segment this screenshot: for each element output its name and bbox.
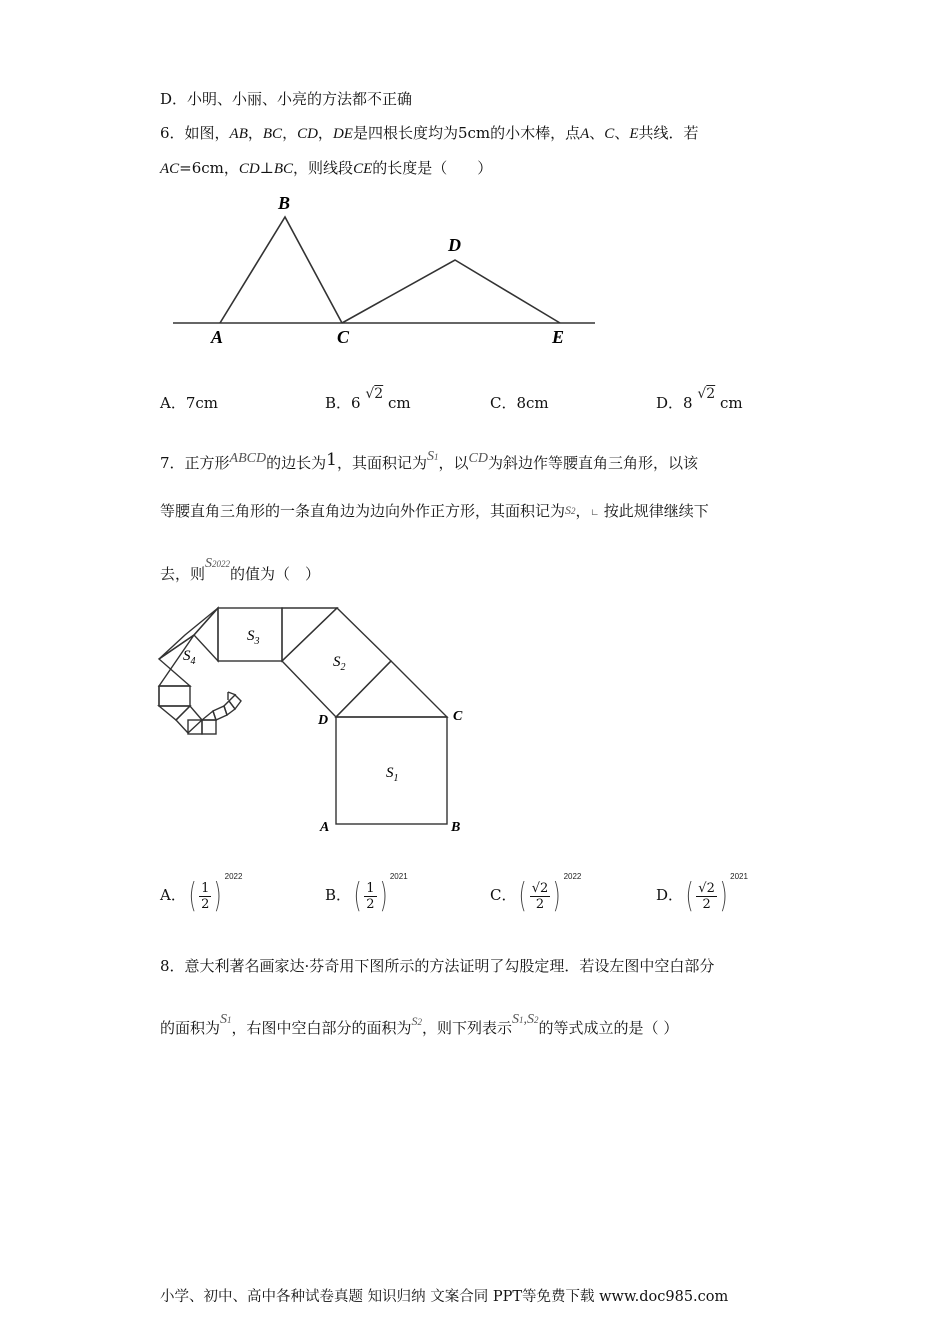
option-unit: cm <box>719 394 743 412</box>
q6-seg-bc: BC <box>262 126 283 142</box>
q8-s1-s2 <box>512 1012 539 1027</box>
triangle-3 <box>194 608 218 661</box>
label-c: C <box>453 709 463 724</box>
q7-s2022 <box>205 556 230 571</box>
q7-text: 7．正方形 <box>160 454 230 472</box>
q8-text: 的面积为 <box>160 1019 221 1037</box>
q6-point-c: C <box>604 126 615 142</box>
q8-text: ，则下列表示 <box>422 1019 513 1037</box>
q6-text: 6．如图， <box>160 124 230 142</box>
q6-option-d[interactable] <box>656 386 743 413</box>
q7-s2 <box>565 503 576 517</box>
q6-text: 的长度是（ ） <box>372 159 493 177</box>
fraction: $\frac{√2}{2}$ <box>531 880 549 912</box>
q7-cd: CD <box>468 451 488 466</box>
left-paren: ( <box>353 876 362 916</box>
q6-text: 是四根长度均为5cm的小木棒，点 <box>352 124 581 142</box>
square-s10 <box>224 701 235 715</box>
q6-figure <box>165 185 605 350</box>
option-letter: C． <box>490 886 517 904</box>
option-letter: A． <box>160 886 186 904</box>
label-a: A <box>320 820 330 835</box>
option-letter: A． <box>160 394 186 412</box>
exponent: 2021 <box>389 872 408 881</box>
label-e: E <box>552 327 565 347</box>
q6-sep: 、 <box>614 124 630 142</box>
s-sub: 2 <box>534 1015 539 1025</box>
q6-sep: ， <box>282 124 298 142</box>
q7-option-d[interactable] <box>656 872 748 916</box>
s-letter: S <box>411 1014 418 1028</box>
q7-option-c[interactable] <box>490 872 582 916</box>
q7-text: ，以 <box>438 454 469 472</box>
q6-seg-cd: CD <box>297 126 318 142</box>
left-paren: ( <box>685 876 694 916</box>
s-letter: S <box>565 503 572 517</box>
right-paren: ) <box>719 876 728 916</box>
q6-line-2 <box>160 157 492 180</box>
q7-text: 的值为（ ） <box>230 565 321 583</box>
s-sub: 2 <box>571 506 576 516</box>
option-letter: B． <box>325 394 352 412</box>
q7-text: 按此规律继续下 <box>603 502 709 520</box>
q6-seg-ce: CE <box>353 161 373 177</box>
option-value: 7cm <box>185 394 219 412</box>
q7-text: 等腰直角三角形的一条直角边为边向外作正方形，其面积记为 <box>160 502 566 520</box>
q7-text: 为斜边作等腰直角三角形，以该 <box>487 454 698 472</box>
label-s1: $S_1$ <box>386 765 399 784</box>
perp-symbol: ⊥ <box>259 159 274 177</box>
fraction: $\frac{1}{2}$ <box>201 880 210 912</box>
sqrt-symbol: √2 <box>697 386 716 402</box>
q7-line-3 <box>160 556 321 587</box>
q7-figure <box>155 602 475 837</box>
s-letter: S <box>527 1012 535 1027</box>
s-sub: 1 <box>519 1015 524 1025</box>
s-sub: 2022 <box>212 559 231 569</box>
exponent: 2021 <box>730 872 748 881</box>
label-s4: $S_4$ <box>183 648 196 667</box>
q6-sep: 、 <box>589 124 605 142</box>
q6-seg-cd: CD <box>238 161 260 177</box>
option-letter: D． <box>656 886 684 904</box>
option-value: 8cm <box>516 394 549 412</box>
label-s3: $S_3$ <box>247 628 260 647</box>
triangle-1 <box>336 661 447 717</box>
q6-sep: ， <box>317 124 333 142</box>
option-letter: C． <box>490 394 517 412</box>
q6-line-1 <box>160 122 699 145</box>
label-d: D <box>318 713 329 728</box>
page-footer: 小学、初中、高中各种试卷真题 知识归纳 文案合同 PPT等免费下载 www.doc985.com <box>160 1289 729 1305</box>
q6-text: =6cm， <box>179 159 239 177</box>
q6-option-c[interactable] <box>490 392 549 413</box>
left-paren: ( <box>519 876 528 916</box>
square-s8 <box>202 720 216 734</box>
q6-seg-de: DE <box>332 126 353 142</box>
s-sub: 1 <box>227 1015 232 1025</box>
ellipsis-glyph: ∟ <box>590 508 599 519</box>
q7-text: 的边长为 <box>266 454 327 472</box>
label-d: D <box>448 235 461 255</box>
q7-text: ， <box>575 502 591 520</box>
q6-seg-ac: AC <box>160 161 180 177</box>
q6-text: 共线．若 <box>638 124 699 142</box>
radicand: 2 <box>706 386 716 402</box>
q7-option-b[interactable] <box>325 872 408 916</box>
q8-s1 <box>220 1012 232 1027</box>
q7-text: 去，则 <box>160 565 206 583</box>
comma: , <box>523 1012 528 1027</box>
option-letter: D． <box>656 394 684 412</box>
q6-option-b[interactable] <box>325 386 411 413</box>
label-b: B <box>278 193 291 213</box>
label-b: B <box>451 820 461 835</box>
q6-sep: ， <box>247 124 263 142</box>
fraction: $\frac{√2}{2}$ <box>698 880 715 912</box>
triangle-abc <box>220 217 342 323</box>
exponent: 2022 <box>224 872 243 881</box>
label-c: C <box>337 327 350 347</box>
q7-option-a[interactable] <box>160 872 243 916</box>
s-letter: S <box>220 1012 228 1027</box>
exponent: 2022 <box>563 872 582 881</box>
triangle-5 <box>159 706 190 720</box>
sqrt-symbol: √2 <box>365 386 384 402</box>
q7-one: 1 <box>326 450 337 470</box>
option-unit: cm <box>387 394 411 412</box>
triangle-2 <box>282 608 337 661</box>
q7-line-1 <box>160 449 698 476</box>
s-sub: 2 <box>417 1017 423 1027</box>
left-paren: ( <box>188 876 197 916</box>
square-s11 <box>229 695 241 709</box>
s-sub: 1 <box>433 452 439 462</box>
s-letter: S <box>512 1012 520 1027</box>
option-value: 6 <box>351 394 361 412</box>
s-letter: S <box>205 556 213 571</box>
option-value: 8 <box>683 394 693 412</box>
triangle-cde <box>342 260 560 323</box>
q6-seg-bc: BC <box>273 161 294 177</box>
q8-s2 <box>412 1014 423 1028</box>
q6-point-e: E <box>629 126 639 142</box>
right-paren: ) <box>214 876 223 916</box>
q7-text: ，其面积记为 <box>336 454 427 472</box>
q7-abcd: ABCD <box>229 451 267 466</box>
q7-line-2 <box>160 500 709 525</box>
right-paren: ) <box>379 876 388 916</box>
q6-seg-ab: AB <box>229 126 248 142</box>
fraction: $\frac{1}{2}$ <box>366 880 375 912</box>
radicand: 2 <box>374 386 384 402</box>
q6-text: ，则线段 <box>293 159 354 177</box>
option-letter: B． <box>325 886 352 904</box>
q8-text: 的等式成立的是（ ） <box>538 1019 679 1037</box>
right-paren: ) <box>552 876 561 916</box>
s-letter: S <box>426 449 434 464</box>
q8-line-2 <box>160 1012 679 1041</box>
q7-s1 <box>427 449 439 464</box>
q6-option-a[interactable] <box>160 392 218 413</box>
q5-option-d: D．小明、小丽、小亮的方法都不正确 <box>160 90 413 108</box>
q8-line-1: 8．意大利著名画家达·芬奇用下图所示的方法证明了勾股定理．若设左图中空白部分 <box>160 957 715 975</box>
q8-text: ，右图中空白部分的面积为 <box>231 1019 412 1037</box>
q6-point-a: A <box>580 126 590 142</box>
label-s2: $S_2$ <box>333 654 346 673</box>
label-a: A <box>211 327 224 347</box>
